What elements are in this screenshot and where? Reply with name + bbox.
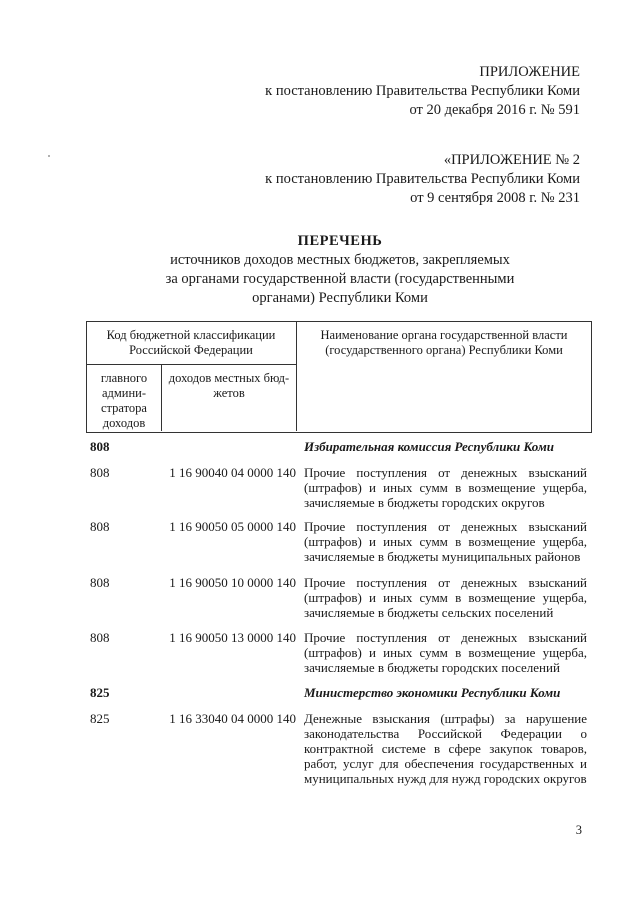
page-number: 3 [575, 823, 582, 837]
header-divider-vertical [296, 321, 297, 431]
row-description: Прочие поступления от денежных взысканий (штрафов) и иных сумм в возмещение ущерба, зачисляемые в бюджеты сельских поселений [304, 575, 587, 620]
row-description: Прочие поступления от денежных взысканий (штрафов) и иных сумм в возмещение ущерба, зачисляемые в бюджеты муниципальных районов [304, 519, 587, 564]
row-income-code: 1 16 90050 10 0000 140 [169, 575, 296, 590]
header-divider-sub [161, 364, 162, 431]
header-main-admin: главного админи-стратора доходов [100, 371, 148, 430]
row-description: Прочие поступления от денежных взысканий (штрафов) и иных сумм в возмещение ущерба, зачисляемые в бюджеты городских округов [304, 465, 587, 510]
row-description: Прочие поступления от денежных взысканий (штрафов) и иных сумм в возмещение ущерба, зачисляемые в бюджеты городских поселений [304, 630, 587, 675]
row-description: Избирательная комиссия Республики Коми [304, 439, 554, 454]
appendix-header [265, 63, 580, 120]
title-line-2: за органами государственной власти (государственными [165, 271, 515, 287]
scan-speck [48, 155, 50, 157]
row-main-admin-code: 808 [90, 465, 110, 480]
row-main-admin-code: 808 [90, 575, 110, 590]
row-main-admin-code: 808 [90, 630, 110, 645]
appendix-title: ПРИЛОЖЕНИЕ [479, 64, 580, 80]
row-description: Министерство экономики Республики Коми [304, 685, 561, 700]
original-appendix-date: от 9 сентября 2008 г. № 231 [410, 190, 580, 206]
original-appendix-resolution: к постановлению Правительства Республики Коми [265, 171, 580, 187]
row-income-code: 1 16 33040 04 0000 140 [169, 711, 296, 726]
row-income-code: 1 16 90050 13 0000 140 [169, 630, 296, 645]
title-heading: ПЕРЕЧЕНЬ [297, 233, 383, 249]
original-appendix-title: «ПРИЛОЖЕНИЕ № 2 [443, 152, 580, 168]
row-income-code: 1 16 90040 04 0000 140 [169, 465, 296, 480]
row-income-code: 1 16 90050 05 0000 140 [169, 519, 296, 534]
appendix-resolution: к постановлению Правительства Республики Коми [265, 83, 580, 99]
header-org-name: Наименование органа государственной власти (государственного органа) Республики Коми [320, 328, 568, 357]
row-main-admin-code: 808 [90, 439, 110, 454]
header-divider-horizontal [86, 364, 296, 365]
header-code-group: Код бюджетной классификации Российской Федерации [106, 328, 276, 357]
title-line-1: источников доходов местных бюджетов, закрепляемых [170, 252, 510, 268]
header-local-income: доходов местных бюд-жетов [168, 371, 290, 400]
row-description: Денежные взыскания (штрафы) за нарушение законодательства Российской Федерации о контрактной системе в сфере закупок товаров, работ, услуг для обеспечения государственных и муниципальных нужд для нужд городских округов [304, 711, 587, 786]
row-main-admin-code: 825 [90, 711, 110, 726]
title-line-3: органами) Республики Коми [252, 290, 428, 306]
document-title [100, 232, 580, 308]
appendix-date: от 20 декабря 2016 г. № 591 [409, 102, 580, 118]
row-main-admin-code: 808 [90, 519, 110, 534]
original-appendix-header [265, 151, 580, 208]
row-main-admin-code: 825 [90, 685, 110, 700]
